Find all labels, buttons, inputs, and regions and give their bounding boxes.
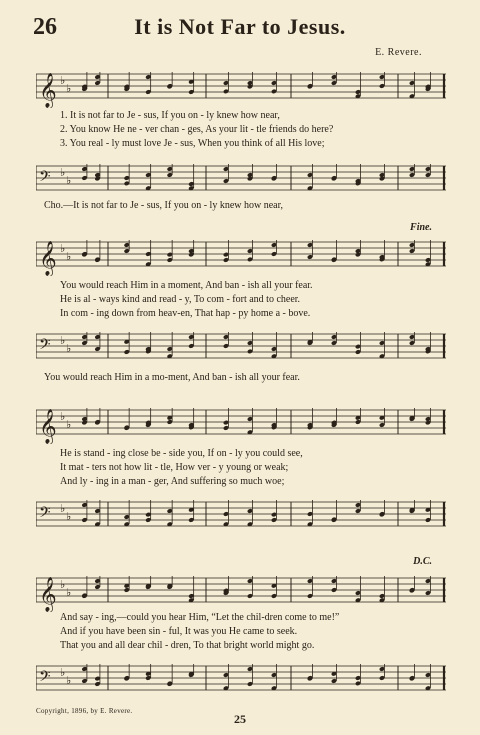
treble-staff <box>36 68 446 108</box>
svg-text:♭: ♭ <box>66 174 72 187</box>
chorus-line: Cho.—It is not far to Je - sus, If you on - ly knew how near, <box>44 200 284 211</box>
dc-mark: D.C. <box>413 556 432 567</box>
svg-text:𝄢: 𝄢 <box>39 668 51 689</box>
svg-text:♭: ♭ <box>66 510 72 523</box>
hymn-author: E. Revere. <box>375 47 422 58</box>
treble-staff <box>36 404 446 444</box>
svg-text:♭: ♭ <box>66 342 72 355</box>
verse-line: 1. It is not far to Je - sus, If you on - ly knew how near, <box>60 110 280 121</box>
verse-line: He is stand - ing close be - side you, If on - ly you could see, <box>60 448 303 459</box>
svg-text:𝄢: 𝄢 <box>39 168 51 189</box>
svg-text:♭: ♭ <box>60 334 66 347</box>
svg-text:♭: ♭ <box>60 166 66 179</box>
svg-text:♭: ♭ <box>66 250 72 263</box>
treble-staff <box>36 236 446 276</box>
svg-text:♭: ♭ <box>66 418 72 431</box>
svg-text:♭: ♭ <box>60 74 66 87</box>
fine-mark: Fine. <box>410 222 432 233</box>
bass-staff <box>36 660 446 700</box>
verse-line: And say - ing,—could you hear Him, “Let the chil-dren come to me!” <box>60 612 340 623</box>
bass-staff <box>36 496 446 536</box>
verse-line: He is al - ways kind and read - y, To com - fort and to cheer. <box>60 294 301 305</box>
page-number: 25 <box>234 712 246 726</box>
svg-text:𝄞: 𝄞 <box>39 241 57 276</box>
hymn-title: It is Not Far to Jesus. <box>134 14 346 39</box>
verse-line: It mat - ters not how lit - tle, How ver - y young or weak; <box>60 462 289 473</box>
svg-text:𝄢: 𝄢 <box>39 336 51 357</box>
treble-staff <box>36 572 446 612</box>
svg-text:♭: ♭ <box>60 242 66 255</box>
svg-text:♭: ♭ <box>60 666 66 679</box>
verse-line: You would reach Him in a moment, And ban - ish all your fear. <box>60 280 313 291</box>
bass-staff <box>36 328 446 368</box>
svg-text:𝄞: 𝄞 <box>39 409 57 444</box>
verse-line: And ly - ing in a man - ger, And suffering so much woe; <box>60 476 285 487</box>
svg-text:♭: ♭ <box>66 82 72 95</box>
verse-line: That you and all dear chil - dren, To that bright world might go. <box>60 640 315 651</box>
verse-line: And if you have been sin - ful, It was you He came to seek. <box>60 626 298 637</box>
copyright-notice: Copyright, 1896, by E. Revere. <box>36 707 133 715</box>
svg-text:♭: ♭ <box>66 674 72 687</box>
verse-line: 2. You know He ne - ver chan - ges, As your lit - tle friends do here? <box>60 124 334 135</box>
svg-text:𝄞: 𝄞 <box>39 577 57 612</box>
verse-line: 3. You real - ly must love Je - sus, When you think of all His love; <box>60 138 325 149</box>
svg-text:♭: ♭ <box>60 502 66 515</box>
svg-text:♭: ♭ <box>60 578 66 591</box>
chorus-line: You would reach Him in a mo-ment, And ban - ish all your fear. <box>44 372 300 383</box>
bass-staff <box>36 160 446 200</box>
svg-text:𝄢: 𝄢 <box>39 504 51 525</box>
verse-line: In com - ing down from heav-en, That hap - py home a - bove. <box>60 308 311 319</box>
svg-text:♭: ♭ <box>66 586 72 599</box>
svg-text:𝄞: 𝄞 <box>39 73 57 108</box>
hymn-number: 26 <box>33 14 57 40</box>
svg-text:♭: ♭ <box>60 410 66 423</box>
